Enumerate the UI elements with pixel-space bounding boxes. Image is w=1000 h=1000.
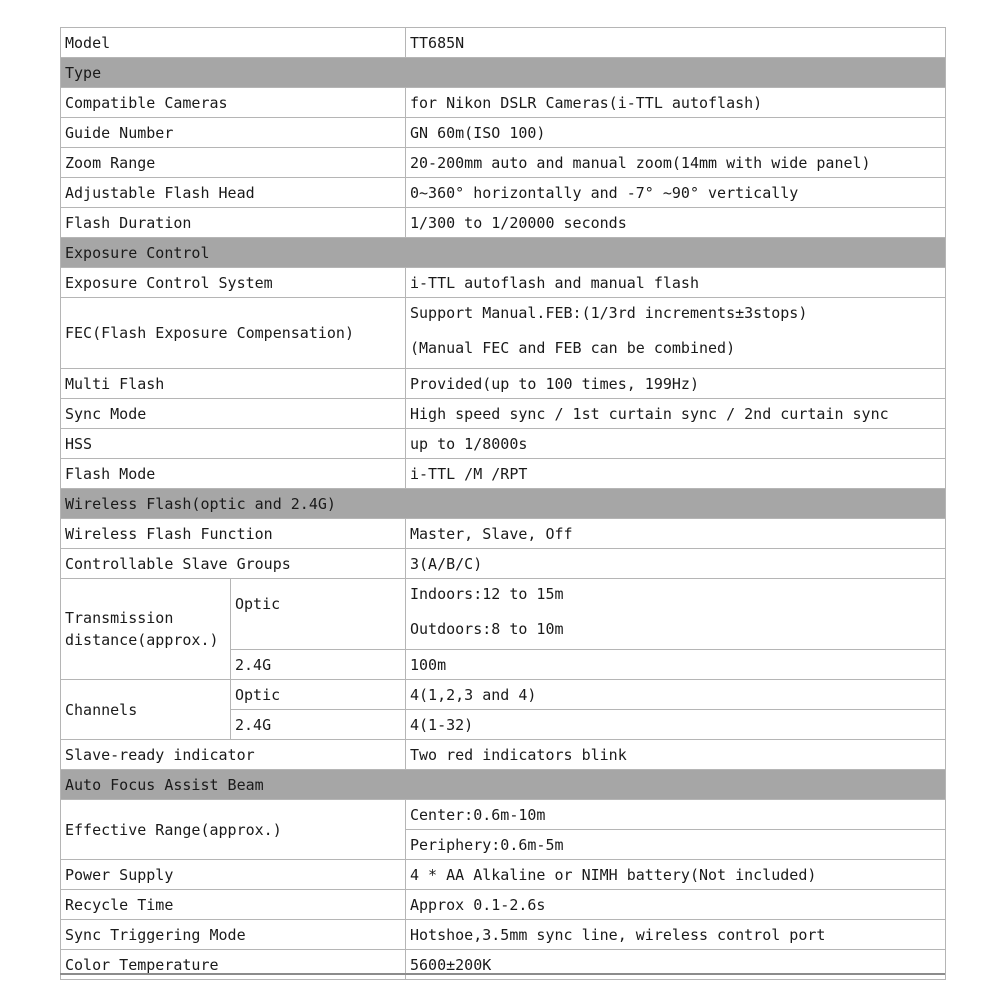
table-row	[61, 519, 946, 549]
table-row	[61, 178, 946, 208]
row-value: 4(1-32)	[406, 710, 946, 740]
section-header-type	[61, 58, 946, 88]
table-row	[61, 399, 946, 429]
row-label: Wireless Flash Function	[61, 519, 406, 549]
row-label: Effective Range(approx.)	[61, 800, 406, 860]
table-row	[61, 429, 946, 459]
row-label: Exposure Control System	[61, 268, 406, 298]
row-sublabel: 2.4G	[231, 650, 406, 680]
table-row	[61, 28, 946, 58]
table-row	[61, 298, 946, 369]
row-sublabel: Optic	[231, 680, 406, 710]
section-header-wireless	[61, 489, 946, 519]
row-label: Guide Number	[61, 118, 406, 148]
row-value: 5600±200K	[406, 950, 946, 980]
row-value-line: Outdoors:8 to 10m	[410, 620, 564, 638]
table-row	[61, 579, 946, 650]
table-row	[61, 740, 946, 770]
row-value: i-TTL /M /RPT	[406, 459, 946, 489]
table-row	[61, 459, 946, 489]
row-value: 4(1,2,3 and 4)	[406, 680, 946, 710]
row-value: Hotshoe,3.5mm sync line, wireless control port	[406, 920, 946, 950]
table-bottom-border	[60, 973, 945, 975]
row-value: for Nikon DSLR Cameras(i-TTL autoflash)	[406, 88, 946, 118]
row-label: Sync Triggering Mode	[61, 920, 406, 950]
section-header-af	[61, 770, 946, 800]
row-label: Color Temperature	[61, 950, 406, 980]
row-value: 0~360° horizontally and -7° ~90° vertically	[406, 178, 946, 208]
row-label: Model	[61, 28, 406, 58]
table-row	[61, 890, 946, 920]
row-value: i-TTL autoflash and manual flash	[406, 268, 946, 298]
row-label: Flash Mode	[61, 459, 406, 489]
table-row	[61, 88, 946, 118]
row-value: Provided(up to 100 times, 199Hz)	[406, 369, 946, 399]
row-label: Transmission distance(approx.)	[61, 579, 231, 680]
row-label: Channels	[61, 680, 231, 740]
table-row	[61, 148, 946, 178]
table-row	[61, 549, 946, 579]
row-value: Master, Slave, Off	[406, 519, 946, 549]
row-value: 100m	[406, 650, 946, 680]
row-value: Center:0.6m-10m	[406, 800, 946, 830]
row-value	[406, 298, 946, 369]
row-label: Recycle Time	[61, 890, 406, 920]
row-value-line: Support Manual.FEB:(1/3rd increments±3stops)	[410, 304, 808, 322]
table-row	[61, 800, 946, 830]
table-row	[61, 369, 946, 399]
table-row	[61, 950, 946, 980]
row-value: 4 * AA Alkaline or NIMH battery(Not included)	[406, 860, 946, 890]
row-value: Periphery:0.6m-5m	[406, 830, 946, 860]
row-label: Adjustable Flash Head	[61, 178, 406, 208]
row-value: 1/300 to 1/20000 seconds	[406, 208, 946, 238]
row-label: Controllable Slave Groups	[61, 549, 406, 579]
row-value: up to 1/8000s	[406, 429, 946, 459]
row-value: 20-200mm auto and manual zoom(14mm with wide panel)	[406, 148, 946, 178]
section-title: Type	[61, 58, 946, 88]
row-value: GN 60m(ISO 100)	[406, 118, 946, 148]
row-label: HSS	[61, 429, 406, 459]
section-title: Wireless Flash(optic and 2.4G)	[61, 489, 946, 519]
row-value-line: (Manual FEC and FEB can be combined)	[410, 339, 736, 357]
spec-table	[60, 27, 946, 980]
row-sublabel: Optic	[231, 579, 406, 650]
table-row	[61, 268, 946, 298]
table-row	[61, 920, 946, 950]
row-value: TT685N	[406, 28, 946, 58]
row-label: Compatible Cameras	[61, 88, 406, 118]
row-label: Sync Mode	[61, 399, 406, 429]
row-label: FEC(Flash Exposure Compensation)	[61, 298, 406, 369]
section-title: Exposure Control	[61, 238, 946, 268]
row-value	[406, 579, 946, 650]
row-value: Approx 0.1-2.6s	[406, 890, 946, 920]
row-label: Zoom Range	[61, 148, 406, 178]
row-value: 3(A/B/C)	[406, 549, 946, 579]
table-row	[61, 208, 946, 238]
table-row	[61, 860, 946, 890]
table-row	[61, 118, 946, 148]
row-value-line: Indoors:12 to 15m	[410, 585, 564, 603]
row-label: Multi Flash	[61, 369, 406, 399]
row-value: Two red indicators blink	[406, 740, 946, 770]
row-sublabel: 2.4G	[231, 710, 406, 740]
row-label: Slave-ready indicator	[61, 740, 406, 770]
table-row	[61, 680, 946, 710]
row-label: Power Supply	[61, 860, 406, 890]
section-header-exposure	[61, 238, 946, 268]
row-value: High speed sync / 1st curtain sync / 2nd curtain sync	[406, 399, 946, 429]
row-label: Flash Duration	[61, 208, 406, 238]
section-title: Auto Focus Assist Beam	[61, 770, 946, 800]
